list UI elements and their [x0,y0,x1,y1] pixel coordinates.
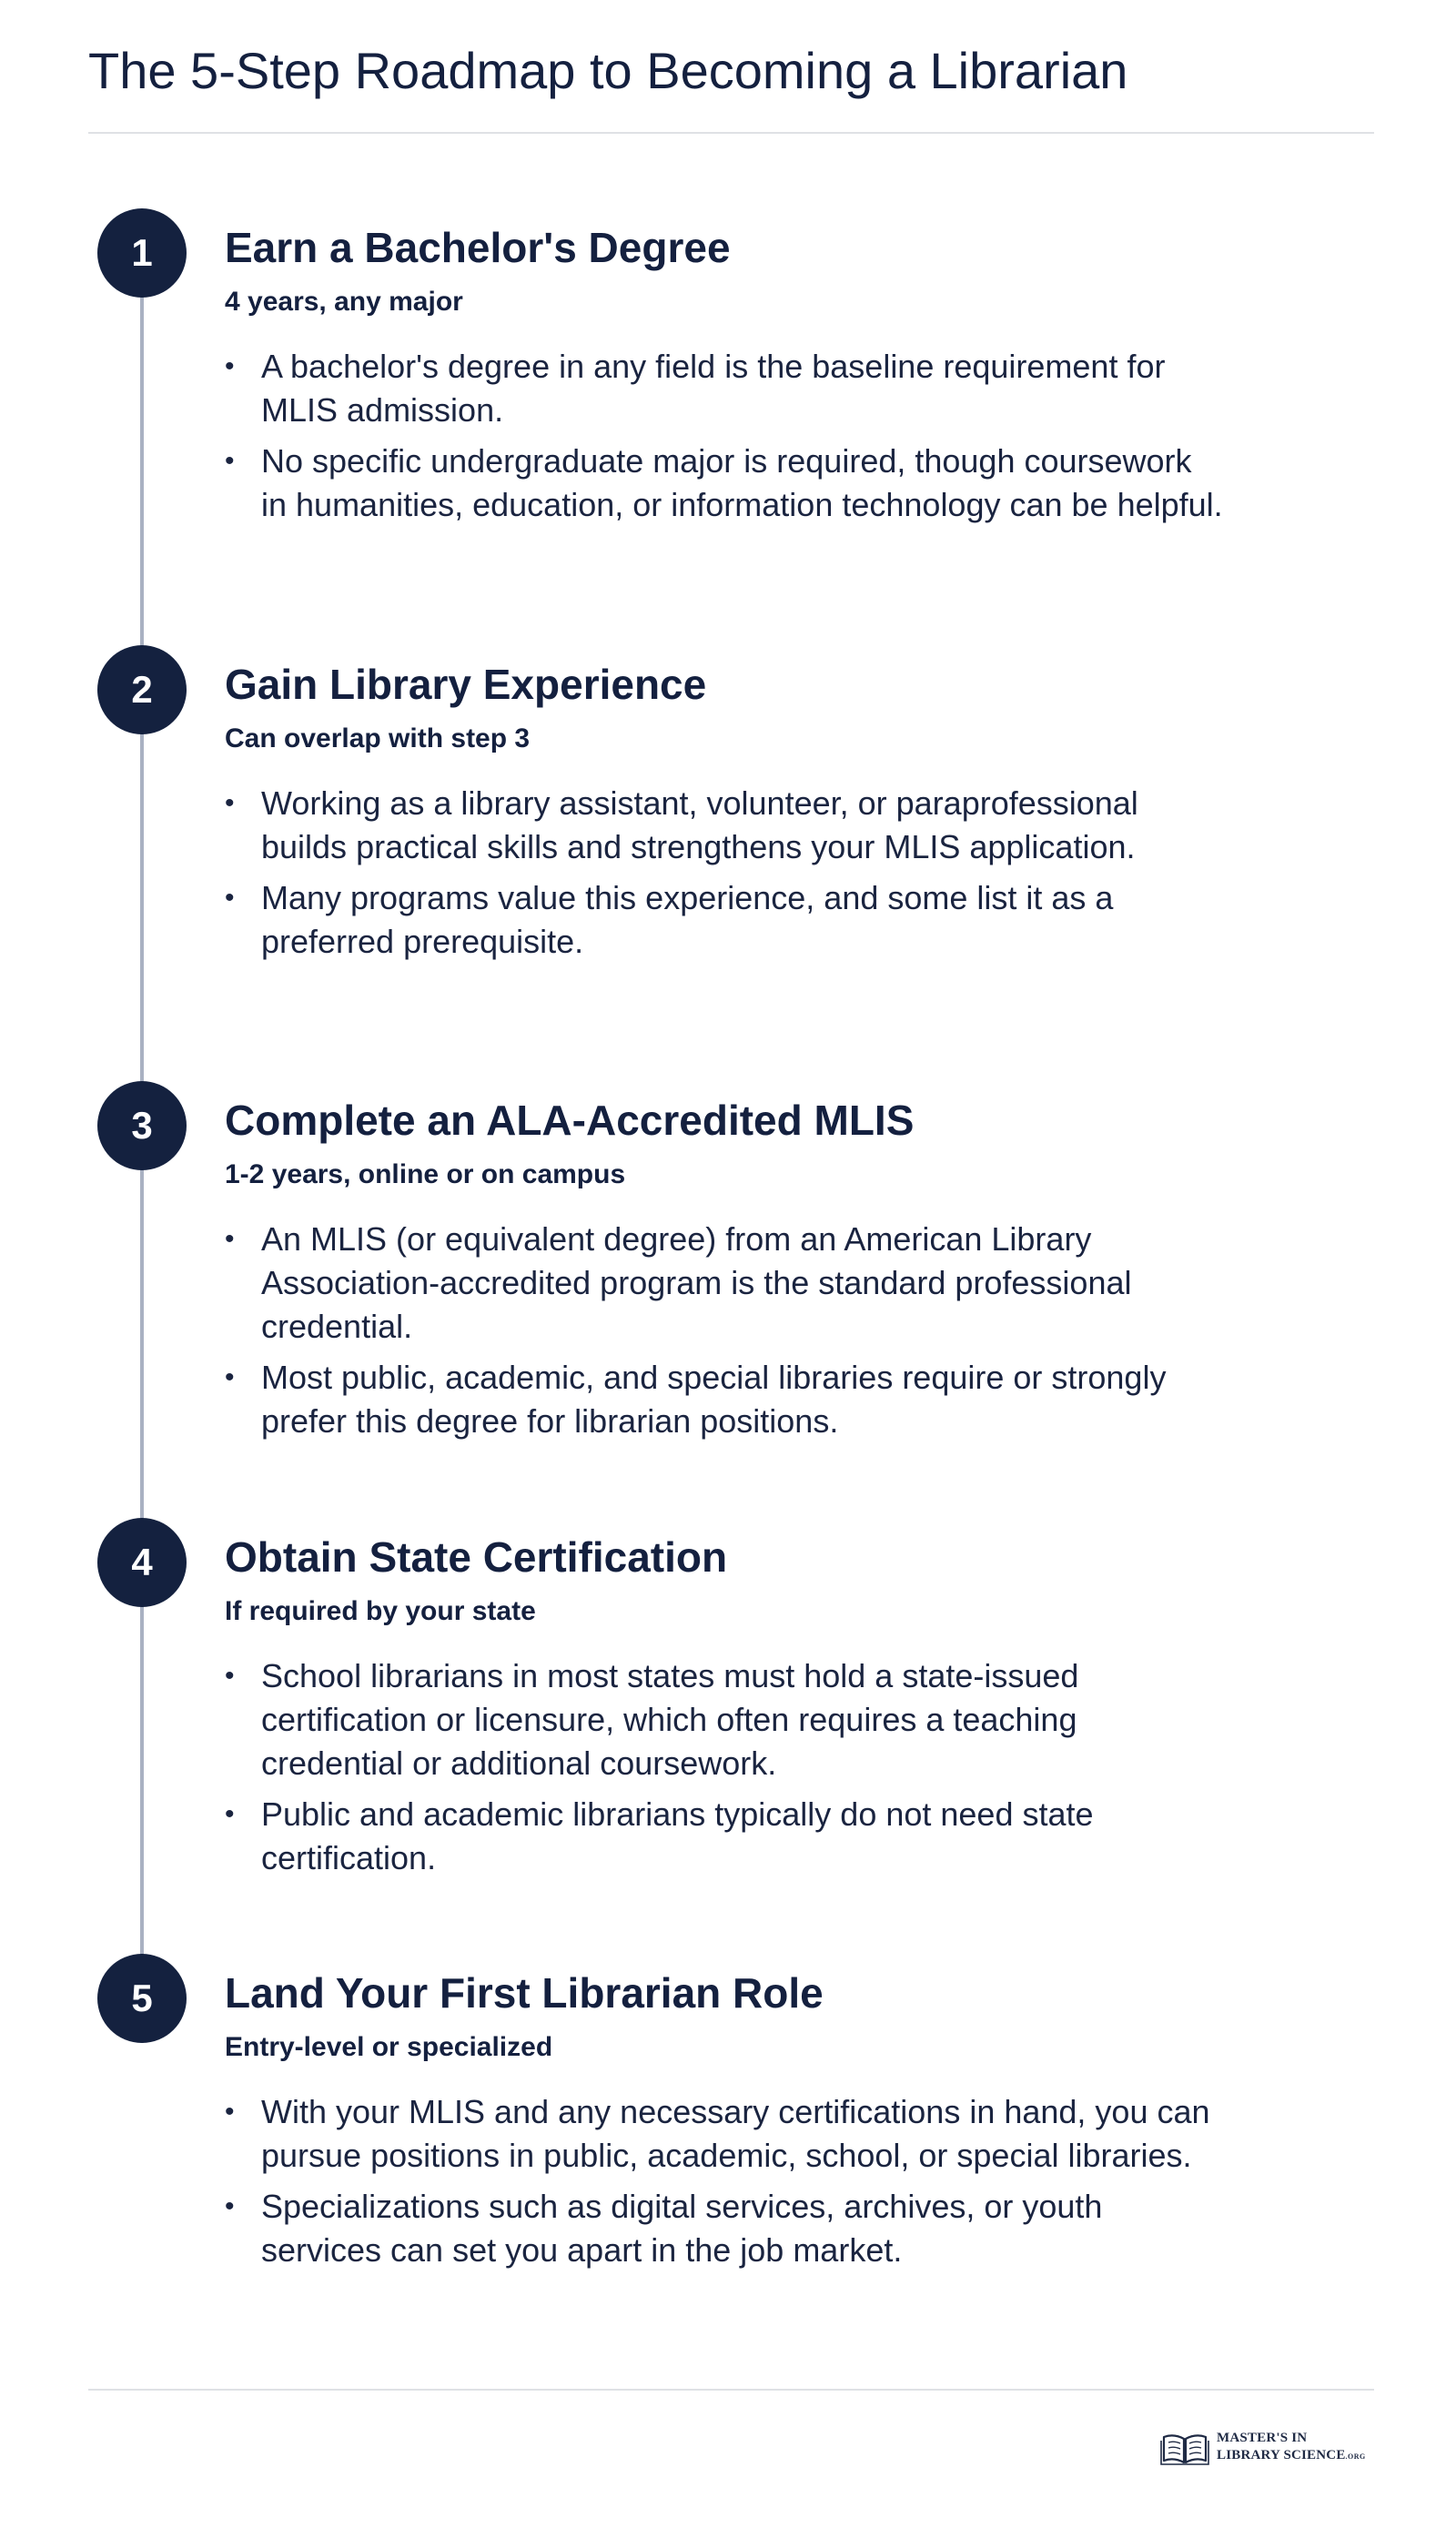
step-bullet [225,1654,1226,1785]
step-subtitle: Entry-level or specialized [225,2032,553,2062]
step-title: Obtain State Certification [225,1533,728,1581]
step-bullet-text: • A bachelor's degree in any field is the baseline requirement for MLIS admission. [261,348,1166,429]
step-bullet [225,440,1226,527]
step-bullet-text: • Many programs value this experience, and some list it as a preferred prerequisite. [261,879,1114,960]
brand-logo [1160,2426,1379,2470]
step-bullet [225,1218,1226,1349]
brand-wordmark [1217,2430,1366,2465]
step-bullet-text: • No specific undergraduate major is required, though coursework in humanities, education, or information technology can be helpful. [261,442,1223,523]
step-title: Complete an ALA-Accredited MLIS [225,1097,915,1144]
step-number-badge: 3 [97,1081,187,1170]
brand-name: LIBRARY SCIENCE [1217,2448,1346,2462]
title-divider [88,132,1374,134]
step-bullet [225,1793,1226,1880]
brand-line-2 [1217,2447,1366,2465]
step-bullet-text: • Most public, academic, and special libraries require or strongly prefer this degree for librarian positions. [261,1359,1167,1440]
step-bullet-list [225,1654,1226,1887]
step-bullet-list [225,345,1226,534]
step-bullet-list [225,2090,1226,2280]
step-subtitle: 4 years, any major [225,287,463,317]
step-number-badge: 5 [97,1954,187,2043]
step-bullet-text: • With your MLIS and any necessary certifications in hand, you can pursue positions in public, academic, school, or special libraries. [261,2093,1210,2174]
step-bullet [225,1356,1226,1443]
brand-suffix: .ORG [1345,2452,1366,2461]
page-title: The 5-Step Roadmap to Becoming a Librarian [88,42,1128,99]
step-bullet-text: • An MLIS (or equivalent degree) from an American Library Association-accredited program is the standard professional credential. [261,1220,1132,1345]
step-bullet-list [225,1218,1226,1451]
step-bullet [225,876,1226,964]
step-number-badge: 1 [97,208,187,298]
open-book-icon [1160,2430,1209,2466]
step-title: Land Your First Librarian Role [225,1969,824,2017]
step-title: Gain Library Experience [225,661,707,708]
step-bullet [225,345,1226,432]
step-bullet [225,2090,1226,2178]
step-number-badge: 4 [97,1518,187,1607]
step-bullet [225,2185,1226,2272]
step-bullet-text: • School librarians in most states must hold a state-issued certification or licensure, which often requires a teaching credential or additional coursework. [261,1657,1079,1782]
brand-line-1: MASTER'S IN [1217,2431,1308,2445]
step-number-badge: 2 [97,645,187,734]
step-subtitle: Can overlap with step 3 [225,723,531,753]
step-subtitle: 1-2 years, online or on campus [225,1159,626,1189]
step-bullet-text: • Working as a library assistant, volunteer, or paraprofessional builds practical skills and strengthens your MLIS application. [261,784,1138,865]
step-title: Earn a Bachelor's Degree [225,224,731,271]
step-bullet-text: • Specializations such as digital services, archives, or youth services can set you apart in the job market. [261,2188,1103,2269]
footer-divider [88,2389,1374,2391]
step-bullet [225,782,1226,869]
step-subtitle: If required by your state [225,1596,536,1626]
step-bullet-list [225,782,1226,971]
step-bullet-text: • Public and academic librarians typically do not need state certification. [261,1795,1094,1876]
